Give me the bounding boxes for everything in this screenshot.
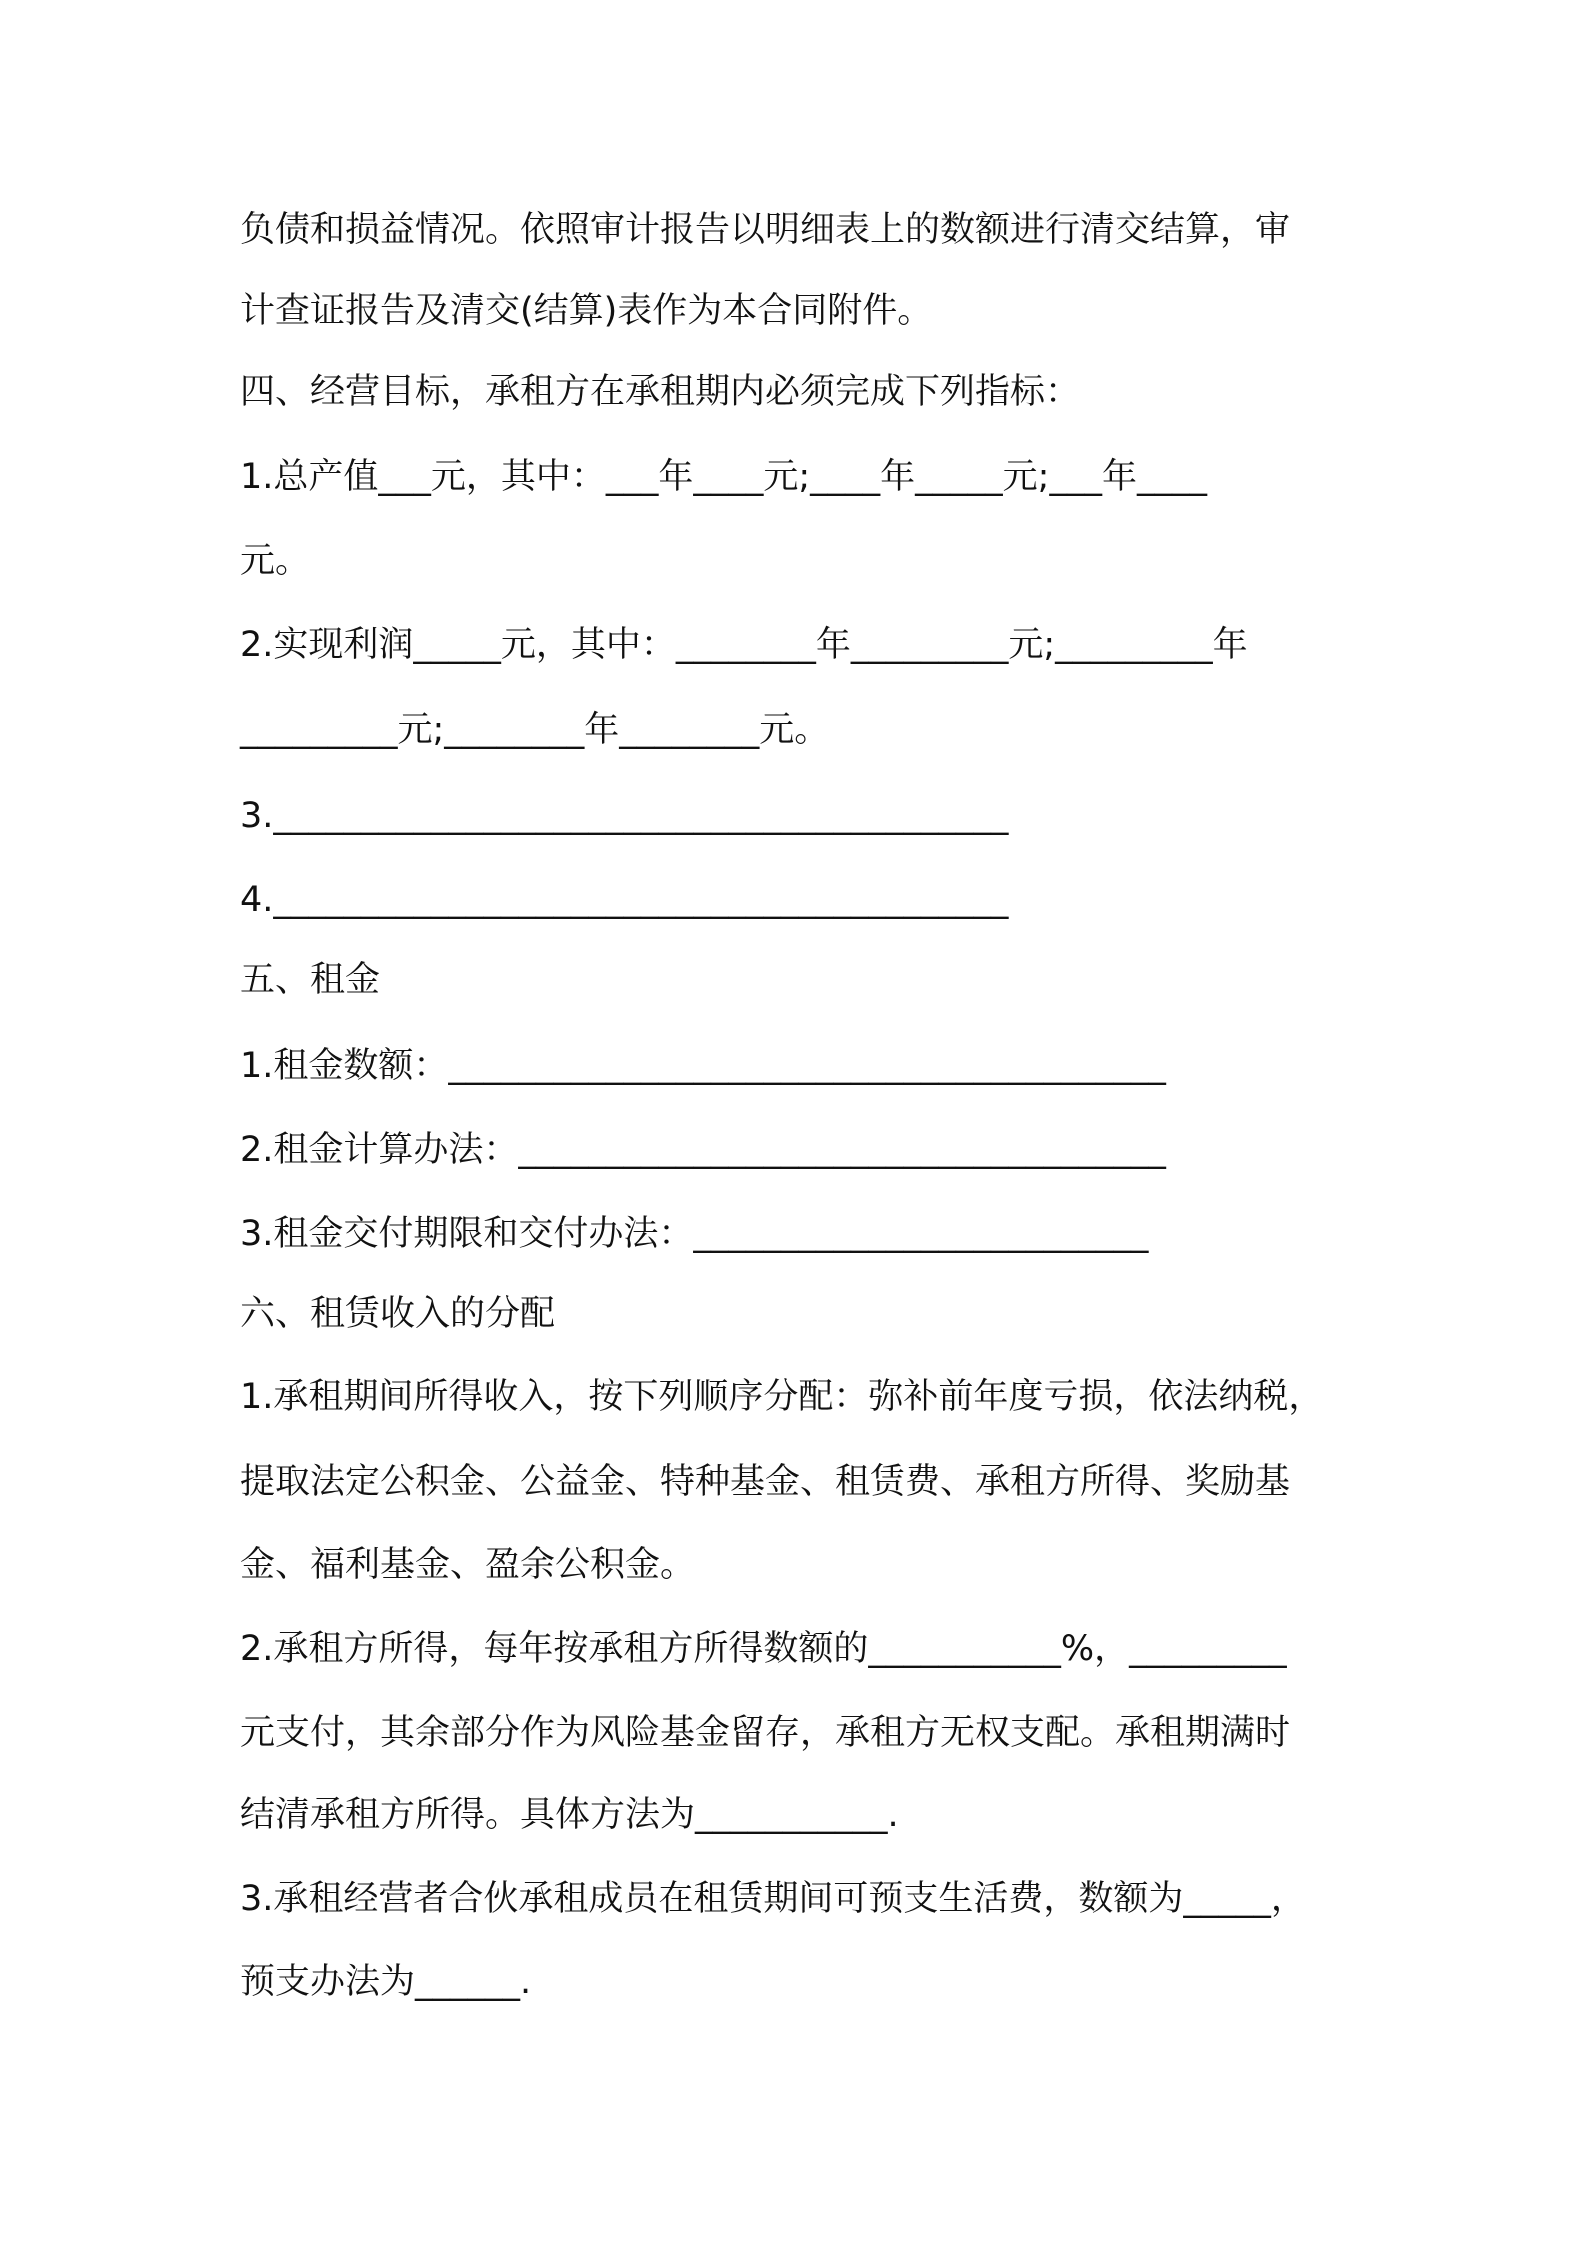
rent-calculation-line: 2.租金计算办法：_____________________________________: [240, 1130, 1166, 1170]
section-heading-income-distribution: 六、租赁收入的分配: [240, 1294, 556, 1334]
rent-payment-terms-line: 3.租金交付期限和交付办法：__________________________: [240, 1214, 1149, 1254]
paragraph-line-16: 提取法定公积金、公益金、特种基金、租赁费、承租方所得、奖励基: [240, 1462, 1291, 1502]
target-output-value-line: 1.总产值___元，其中：___年____元;____年_____元;___年____: [240, 457, 1207, 497]
section-heading-business-targets: 四、经营目标，承租方在承租期内必须完成下列指标：: [240, 372, 1081, 412]
paragraph-line-15: 1.承租期间所得收入，按下列顺序分配：弥补前年度亏损，依法纳税，: [240, 1377, 1324, 1417]
paragraph-line-18: 2.承租方所得，每年按承租方所得数额的___________%，_________: [240, 1629, 1287, 1669]
target-output-value-line-end: 元。: [240, 541, 311, 581]
paragraph-line-19: 元支付，其余部分作为风险基金留存，承租方无权支配。承租期满时: [240, 1713, 1291, 1753]
section-heading-rent: 五、租金: [240, 960, 381, 1000]
paragraph-line-2: 计查证报告及清交(结算)表作为本合同附件。: [240, 291, 933, 331]
paragraph-line-1: 负债和损益情况。依照审计报告以明细表上的数额进行清交结算，审: [240, 210, 1291, 250]
target-profit-line-end: _________元;________年________元。: [240, 710, 830, 750]
paragraph-line-17: 金、福利基金、盈余公积金。: [240, 1545, 696, 1585]
paragraph-line-20: 结清承租方所得。具体方法为___________.: [240, 1795, 899, 1835]
rent-amount-line: 1.租金数额：_________________________________________: [240, 1046, 1166, 1086]
target-item-3-blank: 3.__________________________________________: [240, 796, 1009, 836]
paragraph-line-21: 3.承租经营者合伙承租成员在租赁期间可预支生活费，数额为_____，: [240, 1879, 1306, 1919]
paragraph-line-22: 预支办法为______.: [240, 1962, 532, 2002]
target-profit-line: 2.实现利润_____元，其中：________年_________元;_________年: [240, 625, 1248, 665]
target-item-4-blank: 4.__________________________________________: [240, 880, 1009, 920]
